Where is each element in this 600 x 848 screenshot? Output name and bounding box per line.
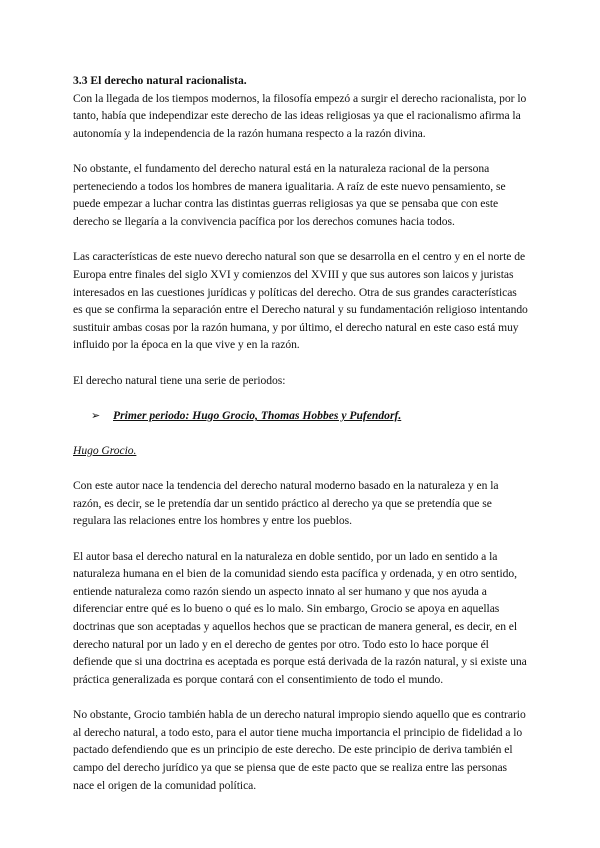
document-page — [73, 72, 529, 812]
paragraph-foundation: No obstante, el fundamento del derecho natural está en la naturaleza racional de la persona perteneciendo a todos los hombres de manera igualitaria. A raíz de este nuevo pensamiento, se puede empezar a luchar contra las distintas guerras religiosas ya que se pensaba que con este derecho se llegaría a la convivencia pacífica por los derechos comunes hacia todos. — [73, 162, 506, 228]
bullet-item-first-period — [73, 407, 529, 425]
paragraph-grocio-nature: El autor basa el derecho natural en la naturaleza en doble sentido, por un lado en sentido a la naturaleza humana en el bien de la comunidad siendo esta pacífica y ordenada, y en otro sentido, entiende naturaleza como razón siendo un aspecto innato al ser humano y que nos ayuda a diferenciar entre qué es lo bueno o qué es lo malo. Sin embargo, Grocio se apoya en aquellas doctrinas que son aceptadas y aquellos hechos que se practican de manera general, es decir, en el derecho natural por un lado y en el derecho de gentes por otro. Todo esto lo hace porque él defiende que si una doctrina es aceptada es porque está derivada de la razón natural, y si existe una práctica generalizada es porque contará con el consentimiento de todo el mundo. — [73, 549, 527, 686]
paragraph-grocio-improper: No obstante, Grocio también habla de un derecho natural impropio siendo aquello que es contrario al derecho natural, a todo esto, para el autor tiene mucha importancia el principio de fidelidad a lo pactado defendiendo que es un principio de este derecho. De este principio de deriva también el campo del derecho jurídico ya que se piensa que de este pacto que se realiza entre las personas nace el origen de la comunidad política. — [73, 708, 526, 792]
arrow-bullet-icon: ➢ — [91, 409, 101, 423]
subsection-title: Hugo Grocio. — [73, 443, 137, 457]
paragraph-periods: El derecho natural tiene una serie de periodos: — [73, 373, 286, 387]
section-heading: 3.3 El derecho natural racionalista. — [73, 74, 247, 87]
paragraph-grocio-intro: Con este autor nace la tendencia del derecho natural moderno basado en la naturaleza y en la razón, es decir, se le pretendía dar un sentido práctico al derecho ya que se pretendía que se regulara las relaciones entre los hombres y entre los pueblos. — [73, 479, 499, 528]
paragraph-characteristics: Las características de este nuevo derecho natural son que se desarrolla en el centro y en el norte de Europa entre finales del siglo XVI y comienzos del XVIII y que sus autores son laicos y juristas interesados en las cuestiones jurídicas y políticas del derecho. Otra de sus grandes características es que se confirma la separación entre el Derecho natural y su fundamentación religioso intentando sustituir ambas cosas por la razón humana, y por último, el derecho natural en este caso está muy influido por la época en la que vive y en la razón. — [73, 250, 528, 352]
paragraph-intro: Con la llegada de los tiempos modernos, la filosofía empezó a surgir el derecho racionalista, por lo tanto, había que independizar este derecho de las ideas religiosas ya que el racionalismo afirma la autonomía y la independencia de la razón humana respecto a la razón divina. — [73, 91, 527, 140]
bullet-item-label: Primer periodo: Hugo Grocio, Thomas Hobbes y Pufendorf. — [113, 409, 402, 423]
